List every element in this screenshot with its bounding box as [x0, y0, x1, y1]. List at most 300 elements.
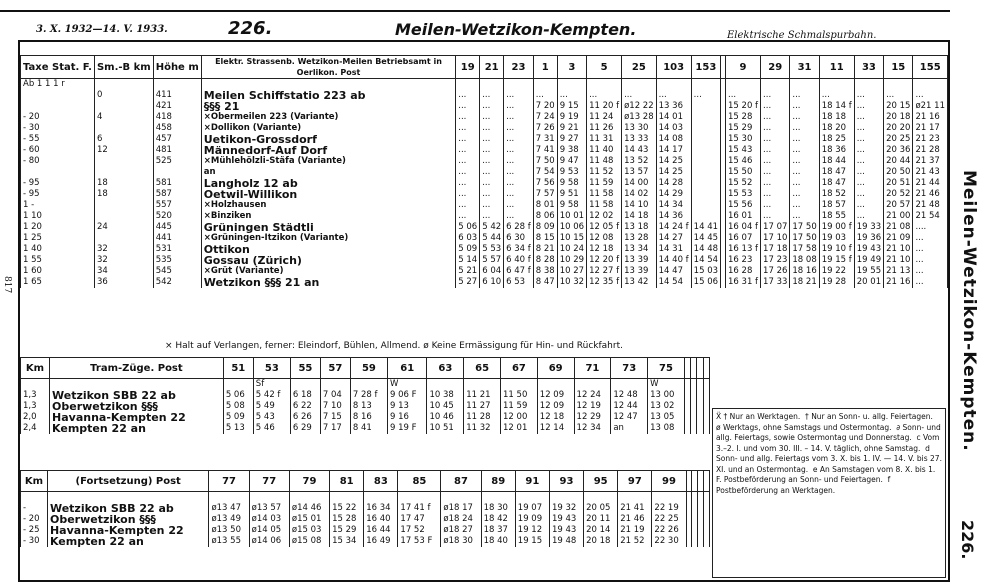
station-name: §§§ 21 [201, 101, 456, 112]
station-name: Grüningen Städtli [201, 222, 456, 233]
departure-time: 9 51 [557, 189, 586, 200]
departure-time: 5 44 [480, 233, 504, 244]
table-row [21, 211, 948, 222]
train-number: 89 [481, 471, 515, 492]
departure-time: 14 31 [656, 244, 691, 255]
train-number: 21 [480, 56, 504, 79]
departure-time: 11 28 [464, 412, 501, 423]
distance: - 20 [21, 514, 48, 525]
station-name: Wetzikon §§§ 21 an [201, 277, 456, 288]
table-row [21, 189, 948, 200]
departure-time: 19 36 [854, 233, 883, 244]
train-number: 23 [504, 56, 534, 79]
departure-time: ... [790, 112, 819, 123]
departure-time: 14 01 [656, 112, 691, 123]
fare: 1 55 [21, 255, 95, 266]
side-number: 226. [958, 520, 977, 560]
distance: 4 [94, 112, 153, 123]
departure-time: 14 25 [656, 156, 691, 167]
departure-time: 12 14 [537, 423, 574, 434]
departure-time: 12 20 f [587, 255, 622, 266]
departure-time: 11 50 [501, 390, 538, 401]
train-number: 97 [618, 471, 652, 492]
departure-time: ... [819, 90, 854, 101]
departure-time: 15 43 [726, 145, 761, 156]
table-row [21, 123, 948, 134]
departure-time: 10 51 [427, 423, 464, 434]
departure-time: 17 26 [761, 266, 790, 277]
table-row [21, 255, 948, 266]
departure-time: ø14 06 [249, 536, 289, 547]
train-number: 77 [209, 471, 249, 492]
departure-time: ... [587, 90, 622, 101]
departure-time: 5 21 [456, 266, 480, 277]
departure-time: 14 10 [622, 200, 657, 211]
departure-time: 13 52 [622, 156, 657, 167]
departure-time [819, 79, 854, 91]
departure-time: ... [456, 156, 480, 167]
departure-time: ... [691, 90, 720, 101]
departure-time: ... [854, 112, 883, 123]
departure-time [464, 379, 501, 391]
departure-time: ... [480, 112, 504, 123]
departure-time: 14 48 [691, 244, 720, 255]
departure-time: 19 32 [549, 503, 583, 514]
train-number [704, 471, 710, 492]
departure-time: 11 58 [587, 189, 622, 200]
departure-time: 9 19 [557, 112, 586, 123]
departure-time: 21 44 [913, 178, 948, 189]
distance [21, 379, 50, 391]
departure-time [574, 379, 611, 391]
departure-time [223, 379, 253, 391]
departure-time: ... [480, 211, 504, 222]
departure-time: ... [913, 277, 948, 288]
station-name: an [201, 167, 456, 178]
departure-time [481, 492, 515, 504]
departure-time: ... [504, 101, 534, 112]
departure-time [691, 79, 720, 91]
departure-time [691, 123, 720, 134]
departure-time: ... [480, 90, 504, 101]
departure-time: ... [854, 101, 883, 112]
table-row [21, 200, 948, 211]
departure-time: 21 16 [884, 277, 913, 288]
departure-time: 5 09 [223, 412, 253, 423]
altitude [153, 167, 201, 178]
departure-time [691, 189, 720, 200]
departure-time: ø13 28 [622, 112, 657, 123]
departure-time: ... [790, 145, 819, 156]
departure-time: 12 24 [574, 390, 611, 401]
departure-time: ... [480, 145, 504, 156]
departure-time [854, 79, 883, 91]
departure-time: ... [761, 211, 790, 222]
train-number: 33 [854, 56, 883, 79]
departure-time: 17 53 F [398, 536, 441, 547]
departure-time [761, 79, 790, 91]
distance [94, 156, 153, 167]
distance [94, 167, 153, 178]
train-number: 9 [726, 56, 761, 79]
departure-time: 13 00 [648, 390, 685, 401]
distance [94, 233, 153, 244]
train-number: 81 [330, 471, 364, 492]
departure-time: 7 57 [533, 189, 557, 200]
train-number: 19 [456, 56, 480, 79]
altitude: 545 [153, 266, 201, 277]
departure-time: 13 42 [622, 277, 657, 288]
train-number: 29 [761, 56, 790, 79]
departure-time: 18 21 [790, 277, 819, 288]
train-number: 91 [515, 471, 549, 492]
train-number: 65 [464, 358, 501, 379]
departure-time: 7 24 [533, 112, 557, 123]
station-name: ×Dollikon (Variante) [201, 123, 456, 134]
departure-time: 18 16 [790, 266, 819, 277]
departure-time [618, 492, 652, 504]
legend-box: Ẍ † Nur an Werktagen. † Nur an Sonn- u. allg. Feiertagen. ø Werktags, ohne Samstags und Ostermontag. ∂ Sonn- und allg. Feiertags, sowie Ostermontag und Donnerstag. c Vom 3.–2. I. und vom 30. III. – 14. V. täglich, ohne Samstag. d Sonn- und allg. Feiertags vom 3. X. bis 1. IV. — 14. V. bis 27. XI. und an Ostermontag. e An Samstagen vom 8. X. bis 1. F. Postbeförderung an Sonn- und Feiertagen. f Postbeförderung an Werktagen. [712, 408, 946, 578]
col-km: Km [21, 358, 50, 379]
departure-time: ... [504, 123, 534, 134]
departure-time: 5 43 [253, 412, 290, 423]
table-row [21, 233, 948, 244]
departure-time: 19 48 [549, 536, 583, 547]
departure-time: ... [761, 167, 790, 178]
departure-time: 14 45 [691, 233, 720, 244]
departure-time: 14 41 [691, 222, 720, 233]
departure-time: 15 53 [726, 189, 761, 200]
station-name: Kempten 22 an [47, 536, 208, 547]
station-name: ×Obermeilen 223 (Variante) [201, 112, 456, 123]
section-title: Tram-Züge. Post [50, 358, 224, 379]
departure-time: 9 47 [557, 156, 586, 167]
distance [94, 211, 153, 222]
departure-time: ... [456, 211, 480, 222]
departure-time: 14 03 [656, 123, 691, 134]
page-number: 817 [2, 276, 12, 294]
departure-time: 7 10 [320, 401, 350, 412]
departure-time: ... [854, 211, 883, 222]
train-number: 1 [533, 56, 557, 79]
fare: 1 60 [21, 266, 95, 277]
table-row [21, 423, 710, 434]
fare: - 55 [21, 134, 95, 145]
departure-time: ... [761, 189, 790, 200]
departure-time: 16 40 [364, 514, 398, 525]
departure-time: ... [504, 156, 534, 167]
table-row [21, 101, 948, 112]
departure-time: an [611, 423, 648, 434]
departure-time [427, 379, 464, 391]
train-number: 95 [584, 471, 618, 492]
train-number [703, 358, 709, 379]
altitude [153, 79, 201, 91]
departure-time: 19 28 [819, 277, 854, 288]
departure-time: 16 28 [726, 266, 761, 277]
departure-time: ø18 24 [441, 514, 481, 525]
departure-time [691, 134, 720, 145]
departure-time [249, 492, 289, 504]
departure-time [501, 379, 538, 391]
departure-time: ... [790, 178, 819, 189]
altitude: 520 [153, 211, 201, 222]
departure-time: 11 21 [464, 390, 501, 401]
departure-time: 15 30 [726, 134, 761, 145]
departure-time: 7 56 [533, 178, 557, 189]
departure-time: 11 59 [501, 401, 538, 412]
departure-time: 21 54 [913, 211, 948, 222]
departure-time: ... [480, 178, 504, 189]
departure-time: 10 45 [427, 401, 464, 412]
departure-time: ø18 27 [441, 525, 481, 536]
departure-time: 8 15 [533, 233, 557, 244]
departure-time: 19 43 [549, 525, 583, 536]
departure-time: 12 02 [587, 211, 622, 222]
train-number: 55 [290, 358, 320, 379]
departure-time: 6 40 f [504, 255, 534, 266]
altitude: 481 [153, 145, 201, 156]
departure-time: 14 27 [656, 233, 691, 244]
departure-time: 13 57 [622, 167, 657, 178]
departure-time: 20 36 [884, 145, 913, 156]
departure-time: 12 44 [611, 401, 648, 412]
departure-time: ... [456, 189, 480, 200]
departure-time: 12 18 [587, 244, 622, 255]
station-name: ×Mühlehölzli-Stäfa (Variante) [201, 156, 456, 167]
departure-time: 11 52 [587, 167, 622, 178]
departure-time [533, 79, 557, 91]
departure-time: 14 00 [622, 178, 657, 189]
departure-time: 5 53 [480, 244, 504, 255]
departure-time: 13 33 [622, 134, 657, 145]
departure-time: 9 27 [557, 134, 586, 145]
departure-time: 14 17 [656, 145, 691, 156]
departure-time [557, 79, 586, 91]
departure-time: 11 40 [587, 145, 622, 156]
departure-time: 19 03 [819, 233, 854, 244]
fare [21, 90, 95, 101]
departure-time: 9 19 F [387, 423, 427, 434]
col-taxe: Taxe Stat. F. [21, 56, 95, 79]
departure-time: ø18 17 [441, 503, 481, 514]
station-name: Kempten 22 an [50, 423, 224, 434]
departure-time: 19 15 [515, 536, 549, 547]
departure-time: 21 10 [884, 255, 913, 266]
fare: 1 10 [21, 211, 95, 222]
departure-time: ... [726, 90, 761, 101]
train-number: 85 [398, 471, 441, 492]
departure-time: 19 55 [854, 266, 883, 277]
departure-time: 15 28 [726, 112, 761, 123]
departure-time: 21 23 [913, 134, 948, 145]
departure-time: ... [504, 189, 534, 200]
departure-time: 21 37 [913, 156, 948, 167]
departure-time: 20 15 [884, 101, 913, 112]
departure-time: 6 30 [504, 233, 534, 244]
train-number: 51 [223, 358, 253, 379]
departure-time: ... [656, 90, 691, 101]
station-name: Havanna-Kempten 22 [47, 525, 208, 536]
departure-time: 21 16 [913, 112, 948, 123]
col-km: Sm.-B km [94, 56, 153, 79]
departure-time: 6 26 [290, 412, 320, 423]
departure-time: 10 24 [557, 244, 586, 255]
departure-time: ... [480, 101, 504, 112]
departure-time: ... [854, 134, 883, 145]
departure-time [611, 379, 648, 391]
departure-time [704, 492, 710, 504]
departure-time: 6 03 [456, 233, 480, 244]
departure-time: 18 40 [481, 536, 515, 547]
train-number: 79 [289, 471, 329, 492]
departure-time: 19 15 f [819, 255, 854, 266]
departure-time: 18 42 [481, 514, 515, 525]
departure-time: 11 31 [587, 134, 622, 145]
departure-time: 8 28 [533, 255, 557, 266]
distance: 18 [94, 178, 153, 189]
departure-time: 18 52 [819, 189, 854, 200]
train-number: 103 [656, 56, 691, 79]
departure-time: 6 34 f [504, 244, 534, 255]
departure-time: 18 08 [790, 255, 819, 266]
departure-time: 17 23 [761, 255, 790, 266]
departure-time [584, 492, 618, 504]
departure-time: ø13 47 [209, 503, 249, 514]
departure-time: 18 37 [481, 525, 515, 536]
departure-time [691, 200, 720, 211]
distance: - [21, 503, 48, 514]
departure-time: ... [790, 211, 819, 222]
fare: 1 25 [21, 233, 95, 244]
departure-time: ... [557, 90, 586, 101]
departure-time: 6 22 [290, 401, 320, 412]
departure-time: 15 22 [330, 503, 364, 514]
train-number: 99 [652, 471, 686, 492]
departure-time: 20 18 [584, 536, 618, 547]
departure-time: 22 25 [652, 514, 686, 525]
departure-time: 20 51 [884, 178, 913, 189]
distance: - 25 [21, 525, 48, 536]
section-title: (Fortsetzung) Post [47, 471, 208, 492]
departure-time: 9 21 [557, 123, 586, 134]
departure-time: ... [854, 167, 883, 178]
departure-time [350, 379, 387, 391]
table-row [21, 222, 948, 233]
departure-time: 11 24 [587, 112, 622, 123]
departure-time: 9 15 [557, 101, 586, 112]
departure-time [884, 79, 913, 91]
departure-time: 21 13 [884, 266, 913, 277]
table-row [21, 536, 710, 547]
departure-time: 8 47 [533, 277, 557, 288]
departure-time: ... [761, 178, 790, 189]
departure-time: 12 09 [537, 390, 574, 401]
departure-time: ø14 03 [249, 514, 289, 525]
departure-time: 8 41 [350, 423, 387, 434]
departure-time: ø14 46 [289, 503, 329, 514]
departure-time: 16 13 f [726, 244, 761, 255]
departure-time: 8 09 [533, 222, 557, 233]
departure-time: 19 12 [515, 525, 549, 536]
departure-time: 16 34 [364, 503, 398, 514]
departure-time [504, 79, 534, 91]
table-row [21, 277, 948, 288]
departure-time: 6 29 [290, 423, 320, 434]
departure-time: ... [790, 167, 819, 178]
departure-time: 15 20 f [726, 101, 761, 112]
departure-time: 14 36 [656, 211, 691, 222]
departure-time: 15 50 [726, 167, 761, 178]
departure-time: ... [456, 101, 480, 112]
departure-time: ... [854, 90, 883, 101]
departure-time: ø15 01 [289, 514, 329, 525]
departure-time [587, 79, 622, 91]
departure-time: 7 17 [320, 423, 350, 434]
altitude: 457 [153, 134, 201, 145]
departure-time: 20 18 [884, 112, 913, 123]
train-number: 71 [574, 358, 611, 379]
distance: 24 [94, 222, 153, 233]
train-number: 69 [537, 358, 574, 379]
departure-time: ... [854, 145, 883, 156]
altitude: 418 [153, 112, 201, 123]
departure-time [441, 492, 481, 504]
departure-time: ... [504, 112, 534, 123]
departure-time: ... [761, 90, 790, 101]
departure-time: 14 28 [656, 178, 691, 189]
distance: 12 [94, 145, 153, 156]
departure-time: ... [761, 145, 790, 156]
train-number: 3 [557, 56, 586, 79]
table-row [21, 167, 948, 178]
departure-time: 13 39 [622, 255, 657, 266]
departure-time: ... [480, 156, 504, 167]
departure-time: ... [854, 178, 883, 189]
departure-time: ... [854, 156, 883, 167]
departure-time [704, 503, 710, 514]
departure-time: 15 34 [330, 536, 364, 547]
station-name: Meilen Schiffstatio 223 ab [201, 90, 456, 101]
departure-time: ... [913, 244, 948, 255]
page-subtitle: Elektrische Schmalspurbahn. [727, 30, 877, 41]
departure-time: ø13 50 [209, 525, 249, 536]
departure-time [691, 112, 720, 123]
departure-time: 15 46 [726, 156, 761, 167]
table-row [21, 244, 948, 255]
station-name: Ottikon [201, 244, 456, 255]
departure-time: ... [854, 123, 883, 134]
departure-time: ... [504, 90, 534, 101]
train-number: 61 [387, 358, 427, 379]
station-name: Langholz 12 ab [201, 178, 456, 189]
table-row [21, 266, 948, 277]
departure-time: Sf [253, 379, 290, 391]
departure-time: ... [456, 145, 480, 156]
altitude: 441 [153, 233, 201, 244]
departure-time: ... [761, 156, 790, 167]
departure-time: 21 09 [884, 233, 913, 244]
fare: Ab 1 1 1 r [21, 79, 95, 91]
station-name: Oberwetzikon §§§ [50, 401, 224, 412]
departure-time: ... [790, 123, 819, 134]
train-number: 67 [501, 358, 538, 379]
train-number: 75 [648, 358, 685, 379]
departure-time: 19 09 [515, 514, 549, 525]
timetable-meilen-wetzikon [20, 55, 948, 288]
departure-time: 10 06 [557, 222, 586, 233]
altitude: 557 [153, 200, 201, 211]
